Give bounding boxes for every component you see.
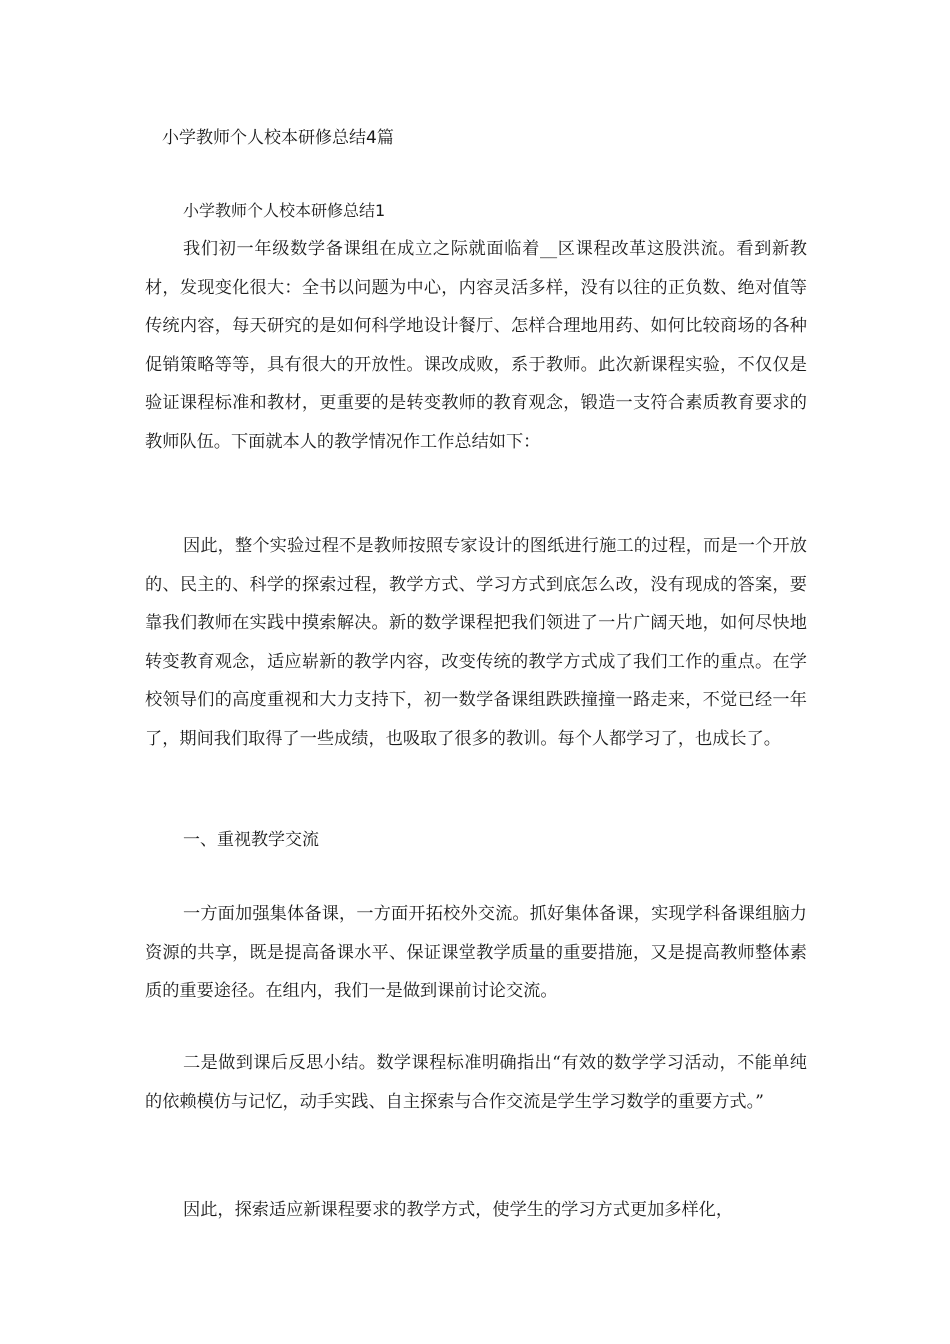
heading-teaching-exchange: 一、重视教学交流 (183, 830, 319, 850)
paragraph-experiment: 因此，整个实验过程不是教师按照专家设计的图纸进行施工的过程，而是一个开放的、民主的、科学的探索过程，教学方式、学习方式到底怎么改，没有现成的答案，要靠我们教师在实践中摸索解决。新的数学课程把我们领进了一片广阔天地，如何尽快地转变教育观念，适应崭新的教学内容，改变传统的教学方式成了我们工作的重点。在学校领导们的高度重视和大力支持下，初一数学备课组跌跌撞撞一路走来，不觉已经一年了，期间我们取得了一些成绩，也吸取了很多的教训。每个人都学习了，也成长了。 (145, 536, 807, 749)
paragraph-teaching-methods: 因此，探索适应新课程要求的教学方式，使学生的学习方式更加多样化， (183, 1200, 734, 1220)
paragraph-intro: 我们初一年级数学备课组在成立之际就面临着__区课程改革这股洪流。看到新教材，发现变化很大：全书以问题为中心，内容灵活多样，没有以往的正负数、绝对值等传统内容，每天研究的是如何科学地设计餐厅、怎样合理地用药、如何比较商场的各种促销策略等等，具有很大的开放性。课改成败，系于教师。此次新课程实验，不仅仅是验证课程标准和教材，更重要的是转变教师的教育观念，锻造一支符合素质教育要求的教师队伍。下面就本人的教学情况作工作总结如下： (145, 239, 807, 452)
paragraph-collective-prep: 一方面加强集体备课，一方面开拓校外交流。抓好集体备课，实现学科备课组脑力资源的共享，既是提高备课水平、保证课堂教学质量的重要措施，又是提高教师整体素质的重要途径。在组内，我们一是做到课前讨论交流。 (145, 904, 807, 1001)
document-title: 小学教师个人校本研修总结4篇 (162, 128, 394, 148)
section-title: 小学教师个人校本研修总结1 (183, 201, 386, 220)
paragraph-reflection: 二是做到课后反思小结。数学课程标准明确指出“有效的数学学习活动，不能单纯的依赖模仿与记忆，动手实践、自主探索与合作交流是学生学习数学的重要方式。” (145, 1053, 807, 1112)
